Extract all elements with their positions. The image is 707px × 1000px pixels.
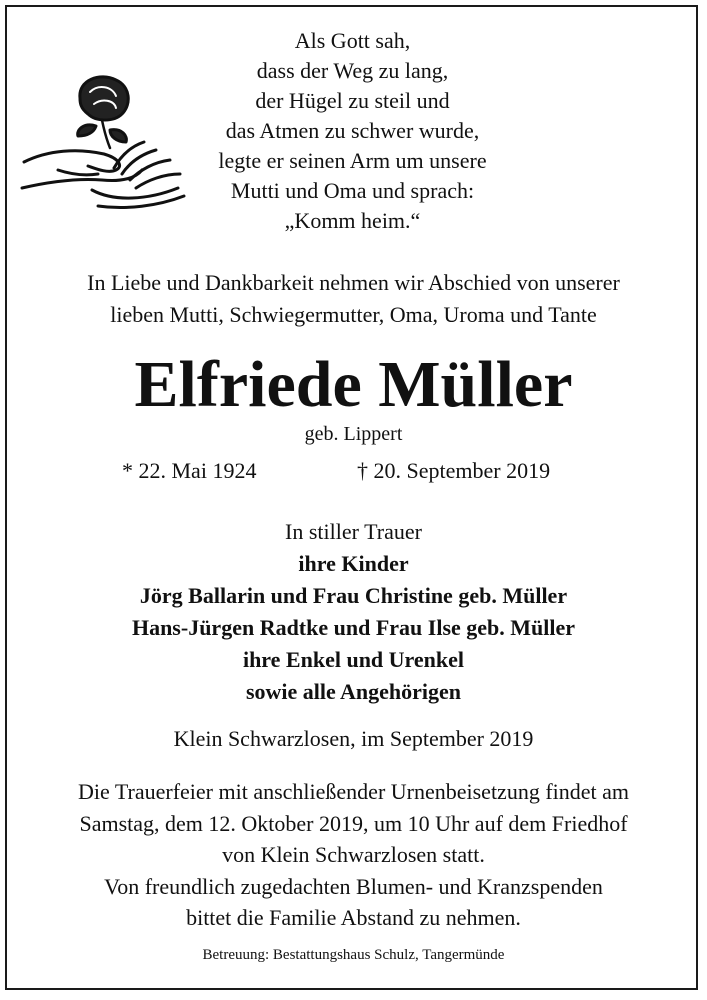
poem-line: Als Gott sah, <box>294 28 411 53</box>
poem-line: Mutti und Oma und sprach: <box>230 178 475 203</box>
funeral-home-credit: Betreuung: Bestattungshaus Schulz, Tangermünde <box>202 947 505 963</box>
mourner-line: sowie alle Angehörigen <box>245 679 462 704</box>
death-date: † 20. September 2019 <box>357 458 551 483</box>
poem-line: „Komm heim.“ <box>284 208 421 233</box>
deceased-name: Elfriede Müller <box>134 348 573 421</box>
mourner-line: ihre Kinder <box>298 551 409 576</box>
mourner-line: Jörg Ballarin und Frau Christine geb. Müller <box>139 583 568 608</box>
hands-holding-rose-icon <box>18 70 186 210</box>
intro-text <box>20 267 687 331</box>
poem-line: legte er seinen Arm um unsere <box>218 148 487 173</box>
mourners <box>20 516 687 708</box>
ceremony-info <box>12 776 695 934</box>
ceremony-line: bittet die Familie Abstand zu nehmen. <box>186 905 521 930</box>
ceremony-line: von Klein Schwarzlosen statt. <box>222 842 485 867</box>
ceremony-line: Die Trauerfeier mit anschließender Urnenbeisetzung findet am <box>77 779 630 804</box>
mourner-line: ihre Enkel und Urenkel <box>242 647 465 672</box>
poem-line: dass der Weg zu lang, <box>256 58 449 83</box>
ceremony-line: Von freundlich zugedachten Blumen- und Kranzspenden <box>104 873 603 899</box>
place-date: Klein Schwarzlosen, im September 2019 <box>173 726 534 751</box>
poem <box>165 26 540 236</box>
birth-name: geb. Lippert <box>304 423 403 445</box>
ceremony-line: Samstag, dem 12. Oktober 2019, um 10 Uhr auf dem Friedhof <box>79 810 628 836</box>
poem-line: der Hügel zu steil und <box>255 88 450 113</box>
birth-date: * 22. Mai 1924 <box>122 458 257 483</box>
intro-line: lieben Mutti, Schwiegermutter, Oma, Uroma und Tante <box>110 302 597 327</box>
intro-line: In Liebe und Dankbarkeit nehmen wir Abschied von unserer <box>87 270 620 295</box>
mourner-line: Hans-Jürgen Radtke und Frau Ilse geb. Müller <box>131 615 576 640</box>
mourners-heading: In stiller Trauer <box>285 519 422 544</box>
poem-line: das Atmen zu schwer wurde, <box>225 118 480 143</box>
